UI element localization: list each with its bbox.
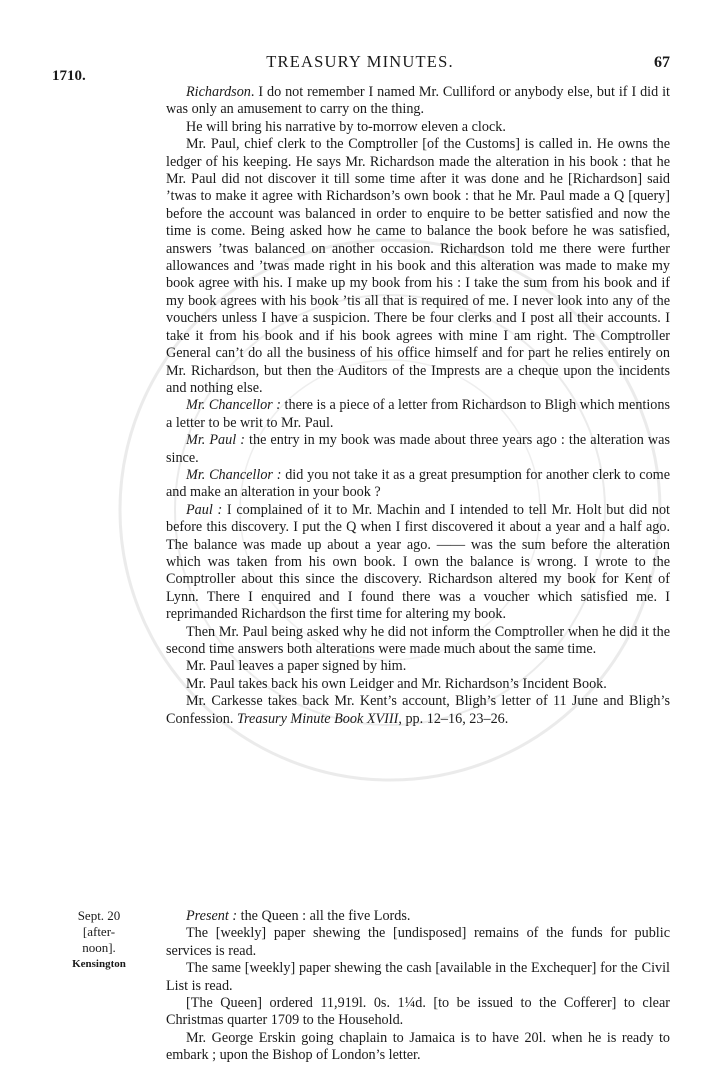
paragraph: Paul : I complained of it to Mr. Machin and I intended to tell Mr. Holt but did not before this discovery. I put the Q when I first discovered it about a year and a half ago. The balance was made up about a year ago. —— was the sum before the alteration which was taken from his own book. I own the balance is wrong. I wrote to the Comptroller about this since the discovery. Richardson altered my book for Kent of Lynn. There I enquired and I found there was a voucher which satisfied me. I reprimanded Richardson the first time for altering my book. (166, 501, 670, 623)
running-title: TREASURY MINUTES. (266, 52, 454, 71)
page-number: 67 (654, 54, 670, 71)
paragraph: Mr. Paul takes back his own Leidger and Mr. Richardson’s Incident Book. (186, 675, 607, 692)
speaker-lead: Mr. Paul : (186, 432, 245, 449)
source-citation: Treasury Minute Book XVIII (236, 710, 399, 727)
margin-date: Sept. 20 (77, 908, 121, 923)
paragraph: [The Queen] ordered 11,919l. 0s. 1¼d. [to be issued to the Cofferer] to clear Christmas quarter 1709 to the Household. (166, 995, 670, 1029)
speaker-lead: Mr. Chancellor : (186, 466, 282, 483)
speaker-lead: Paul : (186, 501, 223, 518)
paragraph: Present : the Queen : all the five Lords. (186, 908, 411, 924)
paragraph: Then Mr. Paul being asked why he did not inform the Comptroller when he did it the second time answers both alterations were made much about the same time. (166, 623, 670, 657)
speaker-lead: Present : (186, 908, 238, 924)
margin-place: Kensington (72, 958, 126, 970)
paragraph: Mr. Chancellor : there is a piece of a letter from Richardson to Bligh which mentions a letter to be writ to Mr. Paul. (166, 397, 671, 431)
speaker-lead: Richardson (186, 84, 251, 100)
section-1-text (166, 84, 670, 728)
speaker-lead: Mr. Chancellor : (186, 397, 281, 414)
paragraph: Mr. Paul leaves a paper signed by him. (186, 658, 407, 675)
margin-year: 1710. (52, 68, 86, 84)
margin-date-note (44, 908, 154, 972)
paragraph: Richardson. I do not remember I named Mr. Culliford or anybody else, but if I did it was only an amusement to carry on the thing. (166, 84, 670, 118)
paragraph: Mr. George Erskin going chaplain to Jamaica is to have 20l. when he is ready to embark ; upon the Bishop of London’s letter. (166, 1029, 670, 1064)
paragraph: The same [weekly] paper shewing the cash [available in the Exchequer] for the Civil List is read. (166, 960, 670, 994)
margin-time-1: [after- (82, 924, 116, 939)
paragraph: Mr. Paul : the entry in my book was made about three years ago : the alteration was since. (166, 432, 670, 466)
paragraph: He will bring his narrative by to-morrow eleven a clock. (186, 118, 506, 135)
section-2-text (166, 908, 670, 1065)
margin-time-2: noon]. (82, 940, 116, 955)
paragraph: Mr. Carkesse takes back Mr. Kent’s account, Bligh’s letter of 11 June and Bligh’s Confession. Treasury Minute Book XVIII, pp. 12–16, 23–26. (166, 693, 670, 727)
paragraph: Mr. Chancellor : did you not take it as a great presumption for another clerk to come and make an alteration in your book ? (166, 466, 670, 501)
paragraph: Mr. Paul, chief clerk to the Comptroller [of the Customs] is called in. He owns the ledger of his keeping. He says Mr. Richardson made the alteration in his book : that he Mr. Paul did not discover it till some time after it was done and he [Richardson] said ’twas to make it agree with Richardson’s own book : that he Mr. Paul made a Q [query] before the account was balanced in order to enquire to be better satisfied and now the time is come. Being asked how he came to balance the book before he was satisfied, answers ’twas balanced on another occasion. Richardson told me there were further allowances and ’twas made right in his book and this alteration was made to make my book agree with his. I make up my book from his : I take the sum from his book and if my book agrees with his book ’tis all that is required of me. I never look into any of the vouchers unless I have a suspicion. There be four clerks and I post all their accounts. I take it from his book and if his book agrees with mine I am right. The Comptroller General can’t do all the business of his office himself and for part he relies entirely on Mr. Richardson, but then the Auditors of the Imprests are a cheque upon the incidents and nothing else. (166, 136, 670, 396)
paragraph: The [weekly] paper shewing the [undisposed] remains of the funds for public services is read. (166, 925, 670, 959)
